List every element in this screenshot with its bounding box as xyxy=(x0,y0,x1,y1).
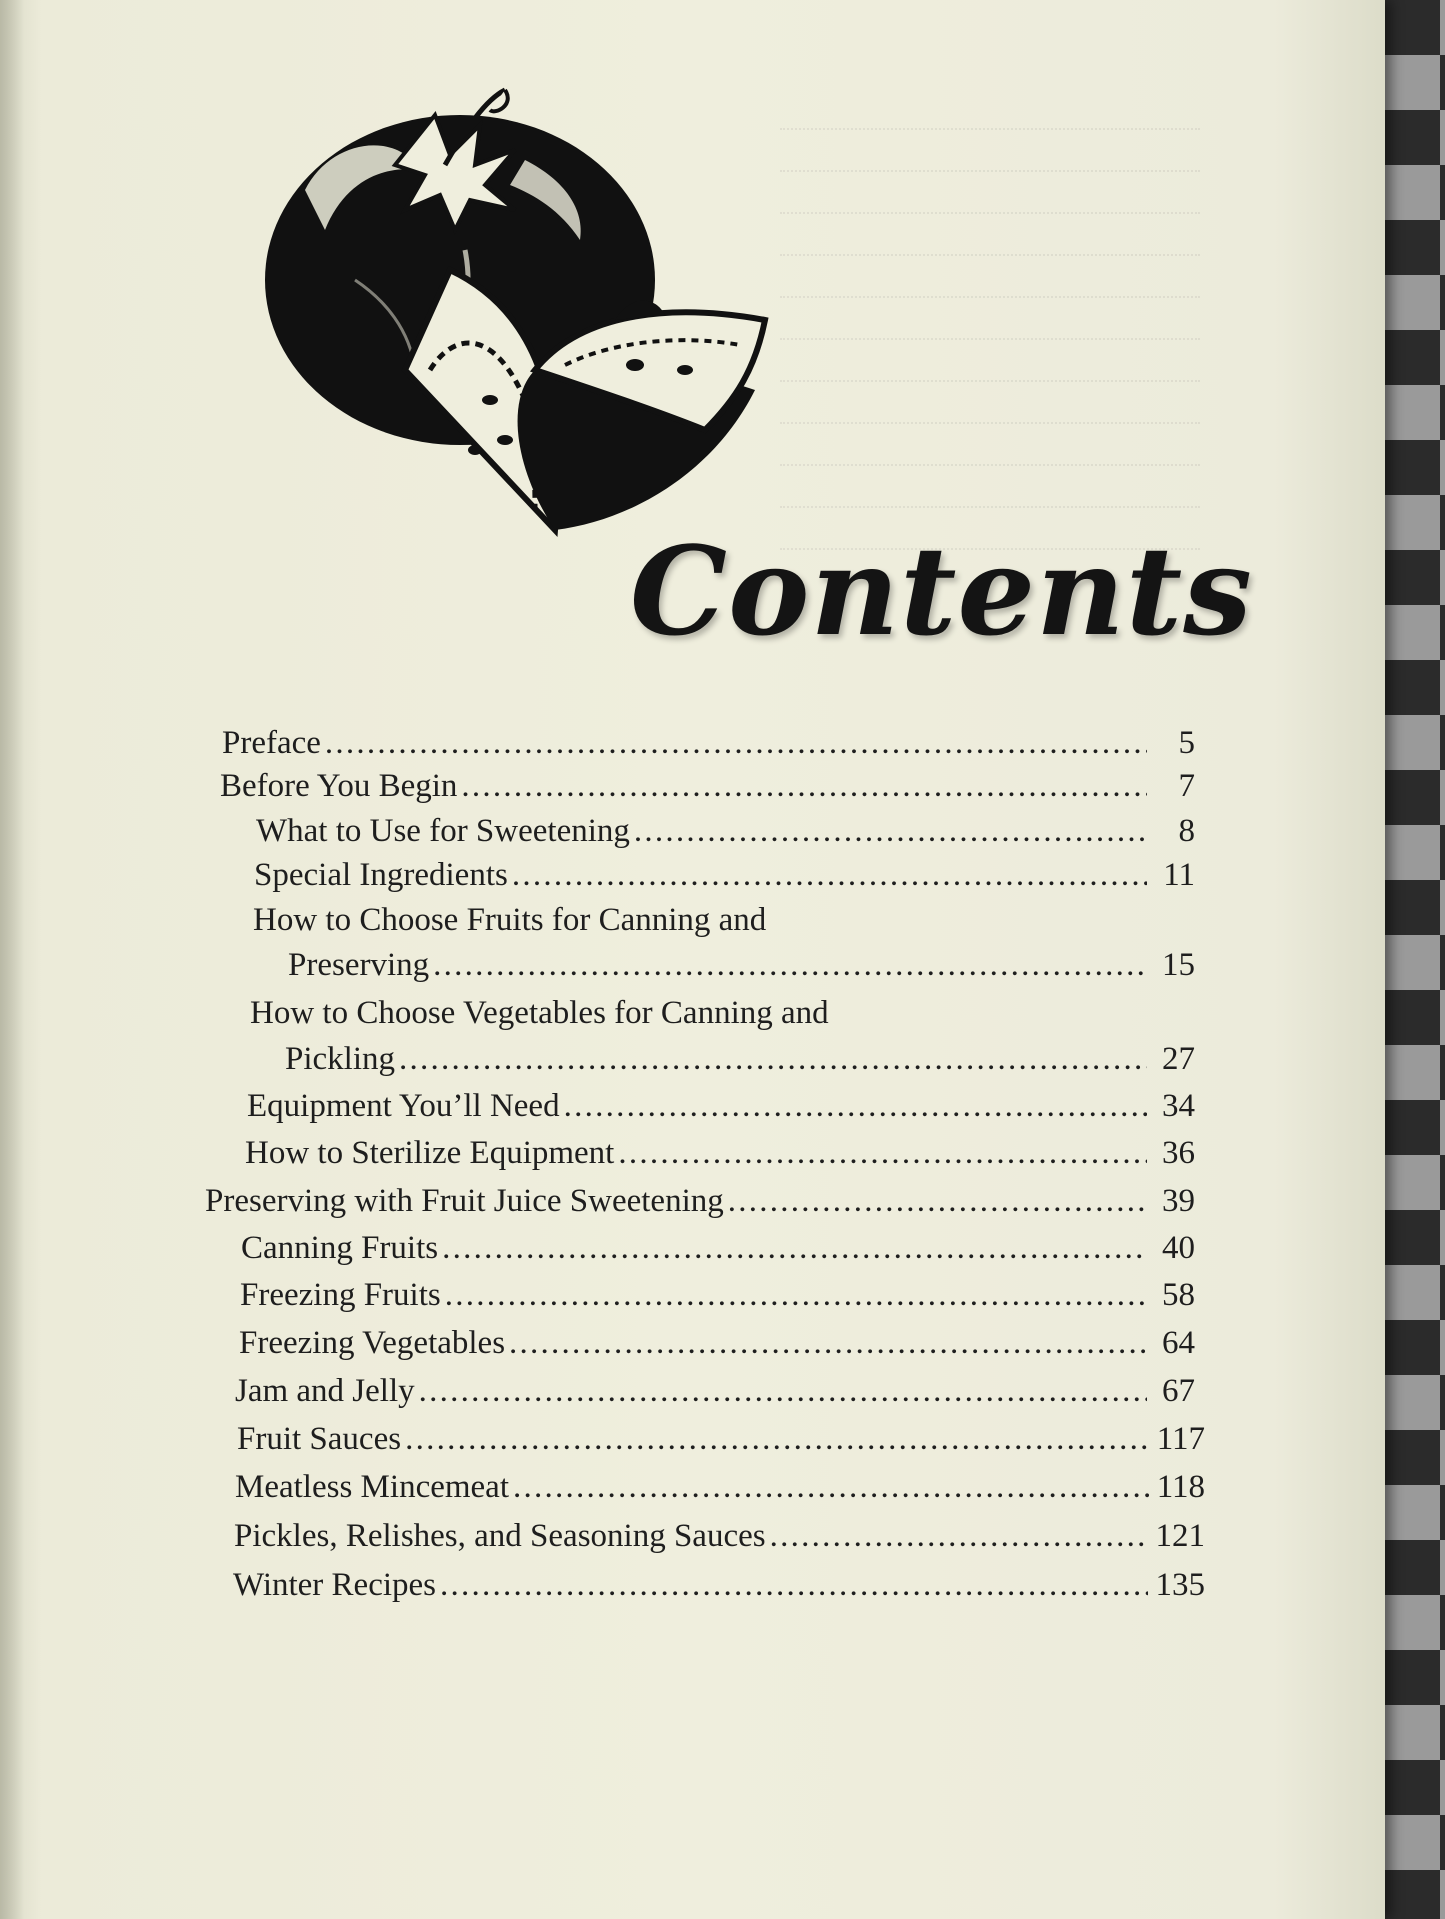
toc-leader xyxy=(445,1277,1147,1314)
toc-page: 117 xyxy=(1156,1421,1205,1457)
toc-page: 58 xyxy=(1162,1277,1195,1313)
toc-title: Jam and Jelly xyxy=(235,1373,415,1409)
toc-page: 5 xyxy=(1178,725,1195,761)
toc-title: Special Ingredients xyxy=(254,857,508,893)
toc-row xyxy=(245,1130,1195,1172)
toc-page: 135 xyxy=(1155,1567,1205,1603)
toc-title: Preserving with Fruit Juice Sweetening xyxy=(205,1183,724,1219)
toc-leader xyxy=(618,1135,1147,1172)
toc-row xyxy=(222,720,1195,762)
toc-row xyxy=(220,763,1195,805)
toc-leader xyxy=(512,857,1147,894)
toc-leader xyxy=(440,1567,1147,1604)
toc-leader xyxy=(509,1325,1147,1362)
toc-page: 11 xyxy=(1163,857,1195,893)
toc-leader xyxy=(634,813,1147,850)
toc-leader xyxy=(419,1373,1147,1410)
toc-title: Equipment You’ll Need xyxy=(247,1088,560,1124)
toc-leader xyxy=(399,1041,1147,1078)
toc-leader xyxy=(433,947,1147,984)
page-title: Contents xyxy=(630,519,1253,663)
toc-row xyxy=(233,1562,1205,1604)
toc-title: Preface xyxy=(222,725,321,761)
toc-page: 118 xyxy=(1156,1469,1205,1505)
toc-title: How to Choose Fruits for Canning and xyxy=(253,902,767,938)
toc-row xyxy=(205,1178,1195,1220)
toc-row xyxy=(234,1513,1205,1555)
toc-page: 67 xyxy=(1162,1373,1195,1409)
toc-leader xyxy=(442,1230,1147,1267)
toc-leader xyxy=(405,1421,1149,1458)
toc-page: 39 xyxy=(1162,1183,1195,1219)
toc-page: 34 xyxy=(1162,1088,1195,1124)
toc-row xyxy=(235,1464,1205,1506)
toc-title: Pickles, Relishes, and Seasoning Sauces xyxy=(234,1518,766,1554)
toc-page: 36 xyxy=(1162,1135,1195,1171)
toc-row xyxy=(250,990,829,1032)
toc-title: Fruit Sauces xyxy=(237,1421,402,1457)
toc-title: Winter Recipes xyxy=(233,1567,437,1603)
toc-leader xyxy=(461,768,1147,805)
toc-leader xyxy=(770,1518,1148,1555)
toc-row xyxy=(240,1272,1195,1314)
toc-page: 40 xyxy=(1162,1230,1195,1266)
toc-page: 15 xyxy=(1162,947,1195,983)
toc-leader xyxy=(513,1469,1149,1506)
toc-title: Meatless Mincemeat xyxy=(235,1469,509,1505)
toc-title: Canning Fruits xyxy=(241,1230,439,1266)
toc-title: How to Choose Vegetables for Canning and xyxy=(250,995,829,1031)
toc-row xyxy=(285,1036,1195,1078)
toc-title: What to Use for Sweetening xyxy=(256,813,630,849)
toc-title: Freezing Vegetables xyxy=(239,1325,506,1361)
toc-leader xyxy=(325,725,1147,762)
toc-page: 121 xyxy=(1155,1518,1205,1554)
toc-page: 8 xyxy=(1178,813,1195,849)
toc-title: Before You Begin xyxy=(220,768,458,804)
toc-title: Freezing Fruits xyxy=(240,1277,441,1313)
toc-row xyxy=(256,808,1195,850)
toc-row xyxy=(237,1416,1205,1458)
toc-page: 27 xyxy=(1162,1041,1195,1077)
toc-leader xyxy=(728,1183,1147,1220)
toc-leader xyxy=(564,1088,1147,1125)
toc-title: How to Sterilize Equipment xyxy=(245,1135,615,1171)
toc-row xyxy=(253,897,766,939)
toc-row xyxy=(247,1083,1195,1125)
toc-row xyxy=(288,942,1195,984)
toc-title: Preserving xyxy=(288,947,430,983)
toc-row xyxy=(235,1368,1195,1410)
toc-page: 64 xyxy=(1162,1325,1195,1361)
toc-row xyxy=(239,1320,1195,1362)
toc-row xyxy=(241,1225,1195,1267)
toc-page: 7 xyxy=(1178,768,1195,804)
toc-row xyxy=(254,852,1195,894)
toc-title: Pickling xyxy=(285,1041,396,1077)
